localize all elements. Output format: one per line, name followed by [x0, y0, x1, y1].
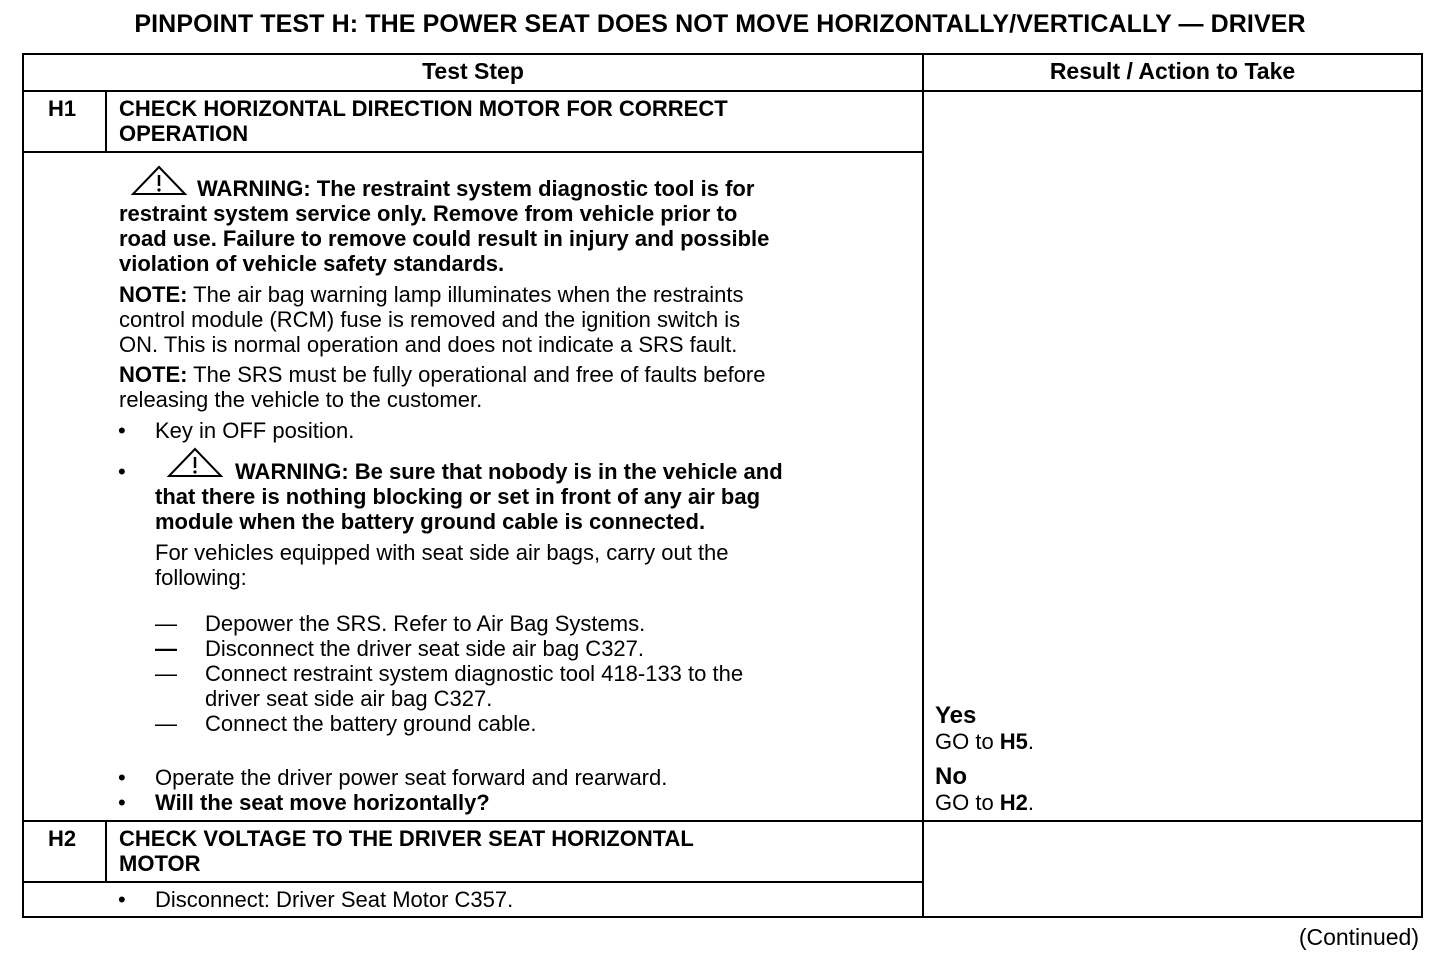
dash-3: —: [155, 661, 177, 686]
h2-id-divider: [105, 820, 107, 881]
h1-h2-divider: [24, 820, 1421, 822]
header-divider: [24, 90, 1421, 92]
bullet-warning: •: [118, 459, 126, 484]
link-h5[interactable]: H5: [999, 729, 1028, 754]
result-no-action: GO to H2.: [935, 790, 1035, 815]
h1-title-divider: [24, 151, 922, 153]
column-divider: [922, 55, 924, 916]
link-h2[interactable]: H2: [999, 790, 1028, 815]
header-result: Result / Action to Take: [1049, 58, 1296, 84]
substep-disconnect-airbag: Disconnect the driver seat side air bag C327.: [205, 636, 645, 661]
pinpoint-table: [22, 53, 1423, 918]
bullet-question: •: [118, 790, 126, 815]
result-no-label: No: [935, 763, 967, 790]
note-airbag-lamp: NOTE: The air bag warning lamp illuminates when the restraints control module (RCM) fuse is removed and the ignition switch is ON. This is normal operation and does not indicate a SRS fault.: [119, 282, 744, 357]
result-yes-action: GO to H5.: [935, 729, 1035, 754]
bullet-disconnect: •: [118, 887, 126, 912]
page-title: PINPOINT TEST H: THE POWER SEAT DOES NOT MOVE HORIZONTALLY/VERTICALLY — DRIVER: [134, 10, 1306, 38]
step-operate-seat: Operate the driver power seat forward and rearward.: [155, 765, 668, 790]
step-id-h2: H2: [48, 826, 77, 851]
warning-nobody-in-vehicle: WARNING: Be sure that nobody is in the vehicle and that there is nothing blocking or set in front of any air bag module when the battery ground cable is connected.: [155, 459, 783, 534]
h2-title-divider: [24, 881, 922, 883]
substep-connect-tool: Connect restraint system diagnostic tool 418-133 to the driver seat side air bag C327.: [205, 661, 744, 711]
step-question: Will the seat move horizontally?: [155, 790, 490, 815]
dash-1: —: [155, 611, 177, 636]
continued-note: (Continued): [1298, 924, 1419, 950]
note-srs-operational: NOTE: The SRS must be fully operational and free of faults before releasing the vehicle to the customer.: [119, 362, 766, 412]
step-title-h2: CHECK VOLTAGE TO THE DRIVER SEAT HORIZONTAL MOTOR: [119, 826, 694, 876]
dash-4: —: [155, 711, 177, 736]
dash-2: —: [155, 636, 177, 661]
step-disconnect-motor: Disconnect: Driver Seat Motor C357.: [155, 887, 514, 912]
warning-restraint-tool: WARNING: The restraint system diagnostic tool is for restraint system service only. Remove from vehicle prior to road use. Failure to remove could result in injury and possible violation of vehicle safety standards.: [119, 176, 770, 276]
step-title-h1: CHECK HORIZONTAL DIRECTION MOTOR FOR CORRECT OPERATION: [119, 96, 728, 146]
bullet-operate: •: [118, 765, 126, 790]
substep-connect-battery: Connect the battery ground cable.: [205, 711, 537, 736]
result-yes-label: Yes: [935, 702, 977, 729]
step-id-h1: H1: [48, 96, 77, 121]
bullet-key: •: [118, 418, 126, 443]
h1-id-divider: [105, 90, 107, 151]
header-test-step: Test Step: [422, 58, 524, 84]
seat-side-airbag-instruction: For vehicles equipped with seat side air bags, carry out the following:: [155, 540, 729, 590]
substep-depower-srs: Depower the SRS. Refer to Air Bag Systems.: [205, 611, 646, 636]
step-key-off: Key in OFF position.: [155, 418, 355, 443]
